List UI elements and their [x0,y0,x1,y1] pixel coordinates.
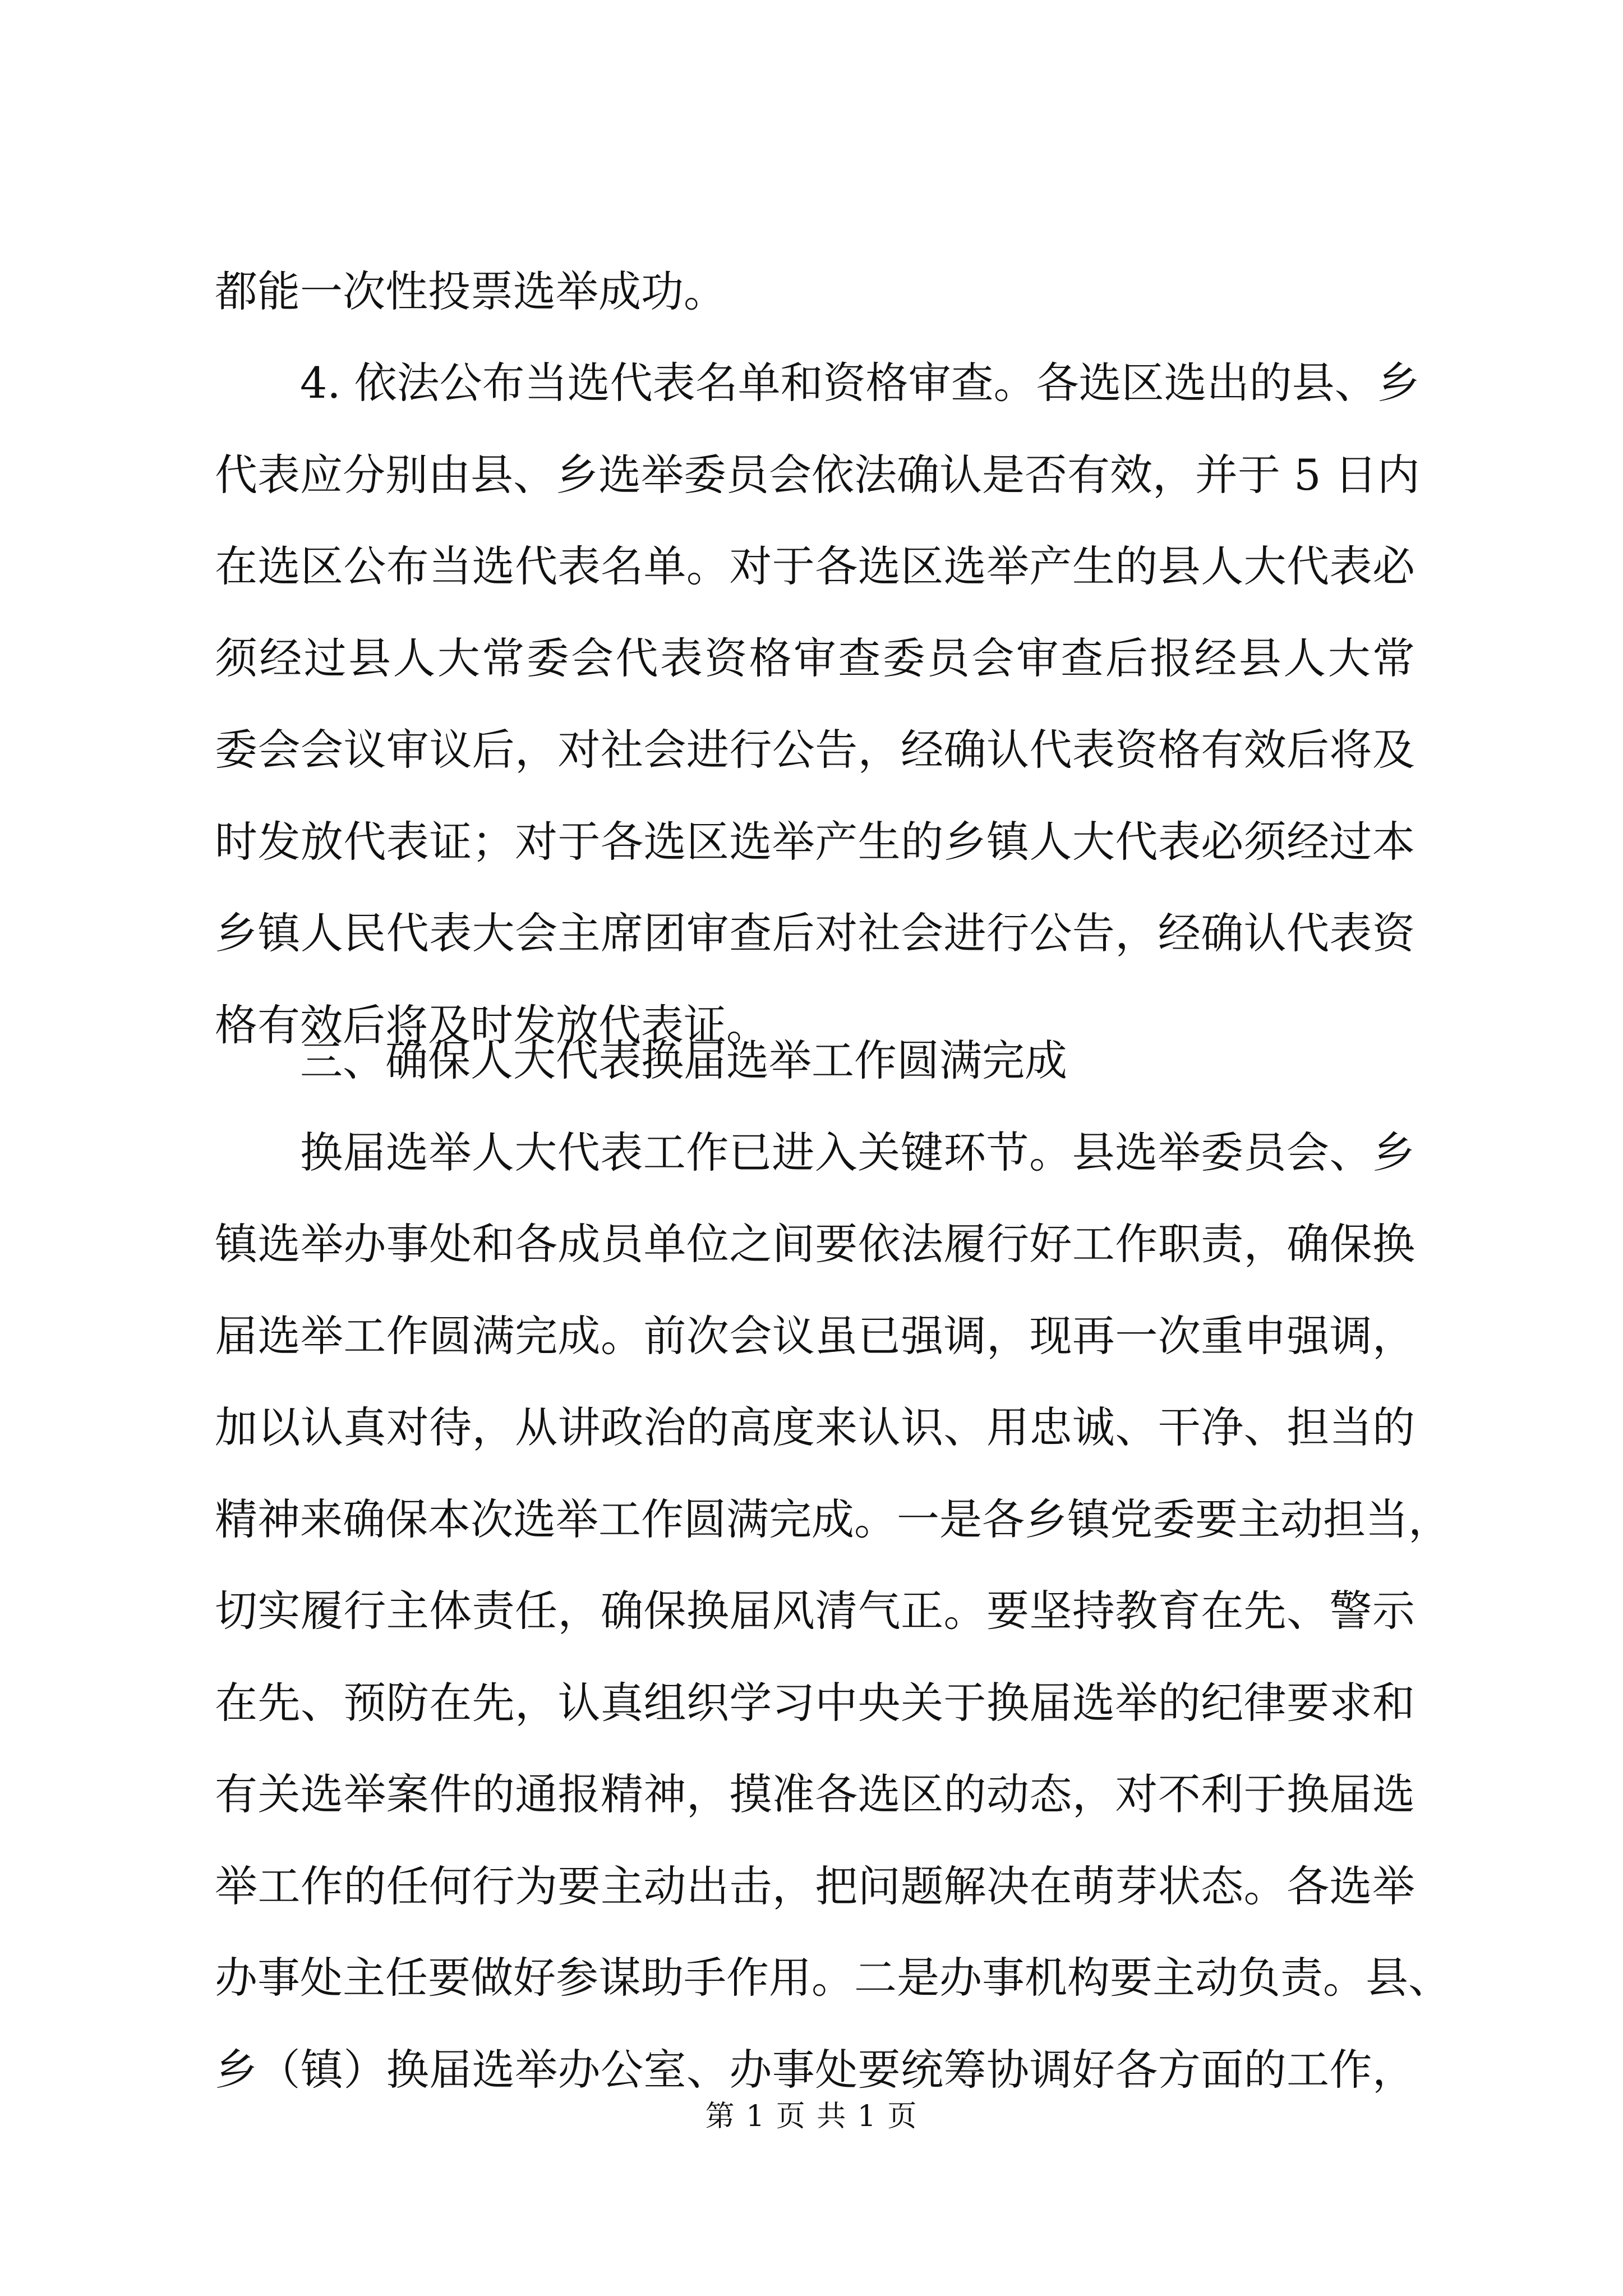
text-line: 时发放代表证；对于各选区选举产生的乡镇人大代表必须经过本 [215,817,1415,867]
text-line: 加以认真对待，从讲政治的高度来认识、用忠诚、干净、担当的 [215,1402,1415,1452]
text-line: 精神来确保本次选举工作圆满完成。一是各乡镇党委要主动担当， [215,1494,1451,1544]
text-line: 委会会议审议后，对社会进行公告，经确认代表资格有效后将及 [215,725,1415,775]
text-line: 4. 依法公布当选代表名单和资格审查。各选区选出的县、乡 [300,358,1420,408]
text-line: 举工作的任何行为要主动出击，把问题解决在萌芽状态。各选举 [215,1861,1415,1911]
text-line: 须经过县人大常委会代表资格审查委员会审查后报经县人大常 [215,633,1415,683]
section-heading: 三、确保人大代表换届选举工作圆满完成 [300,1036,1067,1085]
text-line: 换届选举人大代表工作已进入关键环节。县选举委员会、乡 [300,1128,1415,1177]
text-line: 在先、预防在先，认真组织学习中央关于换届选举的纪律要求和 [215,1678,1415,1728]
text-line: 有关选举案件的通报精神，摸准各选区的动态，对不利于换届选 [215,1769,1415,1819]
text-line: 在选区公布当选代表名单。对于各选区选举产生的县人大代表必 [215,541,1415,591]
text-line: 代表应分别由县、乡选举委员会依法确认是否有效，并于 5 日内 [215,450,1420,500]
text-line: 届选举工作圆满完成。前次会议虽已强调，现再一次重申强调， [215,1311,1415,1361]
text-line: 办事处主任要做好参谋助手作用。二是办事机构要主动负责。县、 [215,1953,1451,2003]
text-line: 乡（镇）换届选举办公室、办事处要统筹协调好各方面的工作， [215,2045,1415,2095]
text-line: 格有效后将及时发放代表证。 [215,1000,769,1050]
text-line: 都能一次性投票选举成功。 [215,266,726,316]
page-footer: 第 1 页 共 1 页 [705,2100,918,2133]
text-line: 镇选举办事处和各成员单位之间要依法履行好工作职责，确保换 [215,1219,1415,1269]
text-line: 切实履行主体责任，确保换届风清气正。要坚持教育在先、警示 [215,1586,1415,1636]
text-line: 乡镇人民代表大会主席团审查后对社会进行公告，经确认代表资 [215,908,1415,958]
